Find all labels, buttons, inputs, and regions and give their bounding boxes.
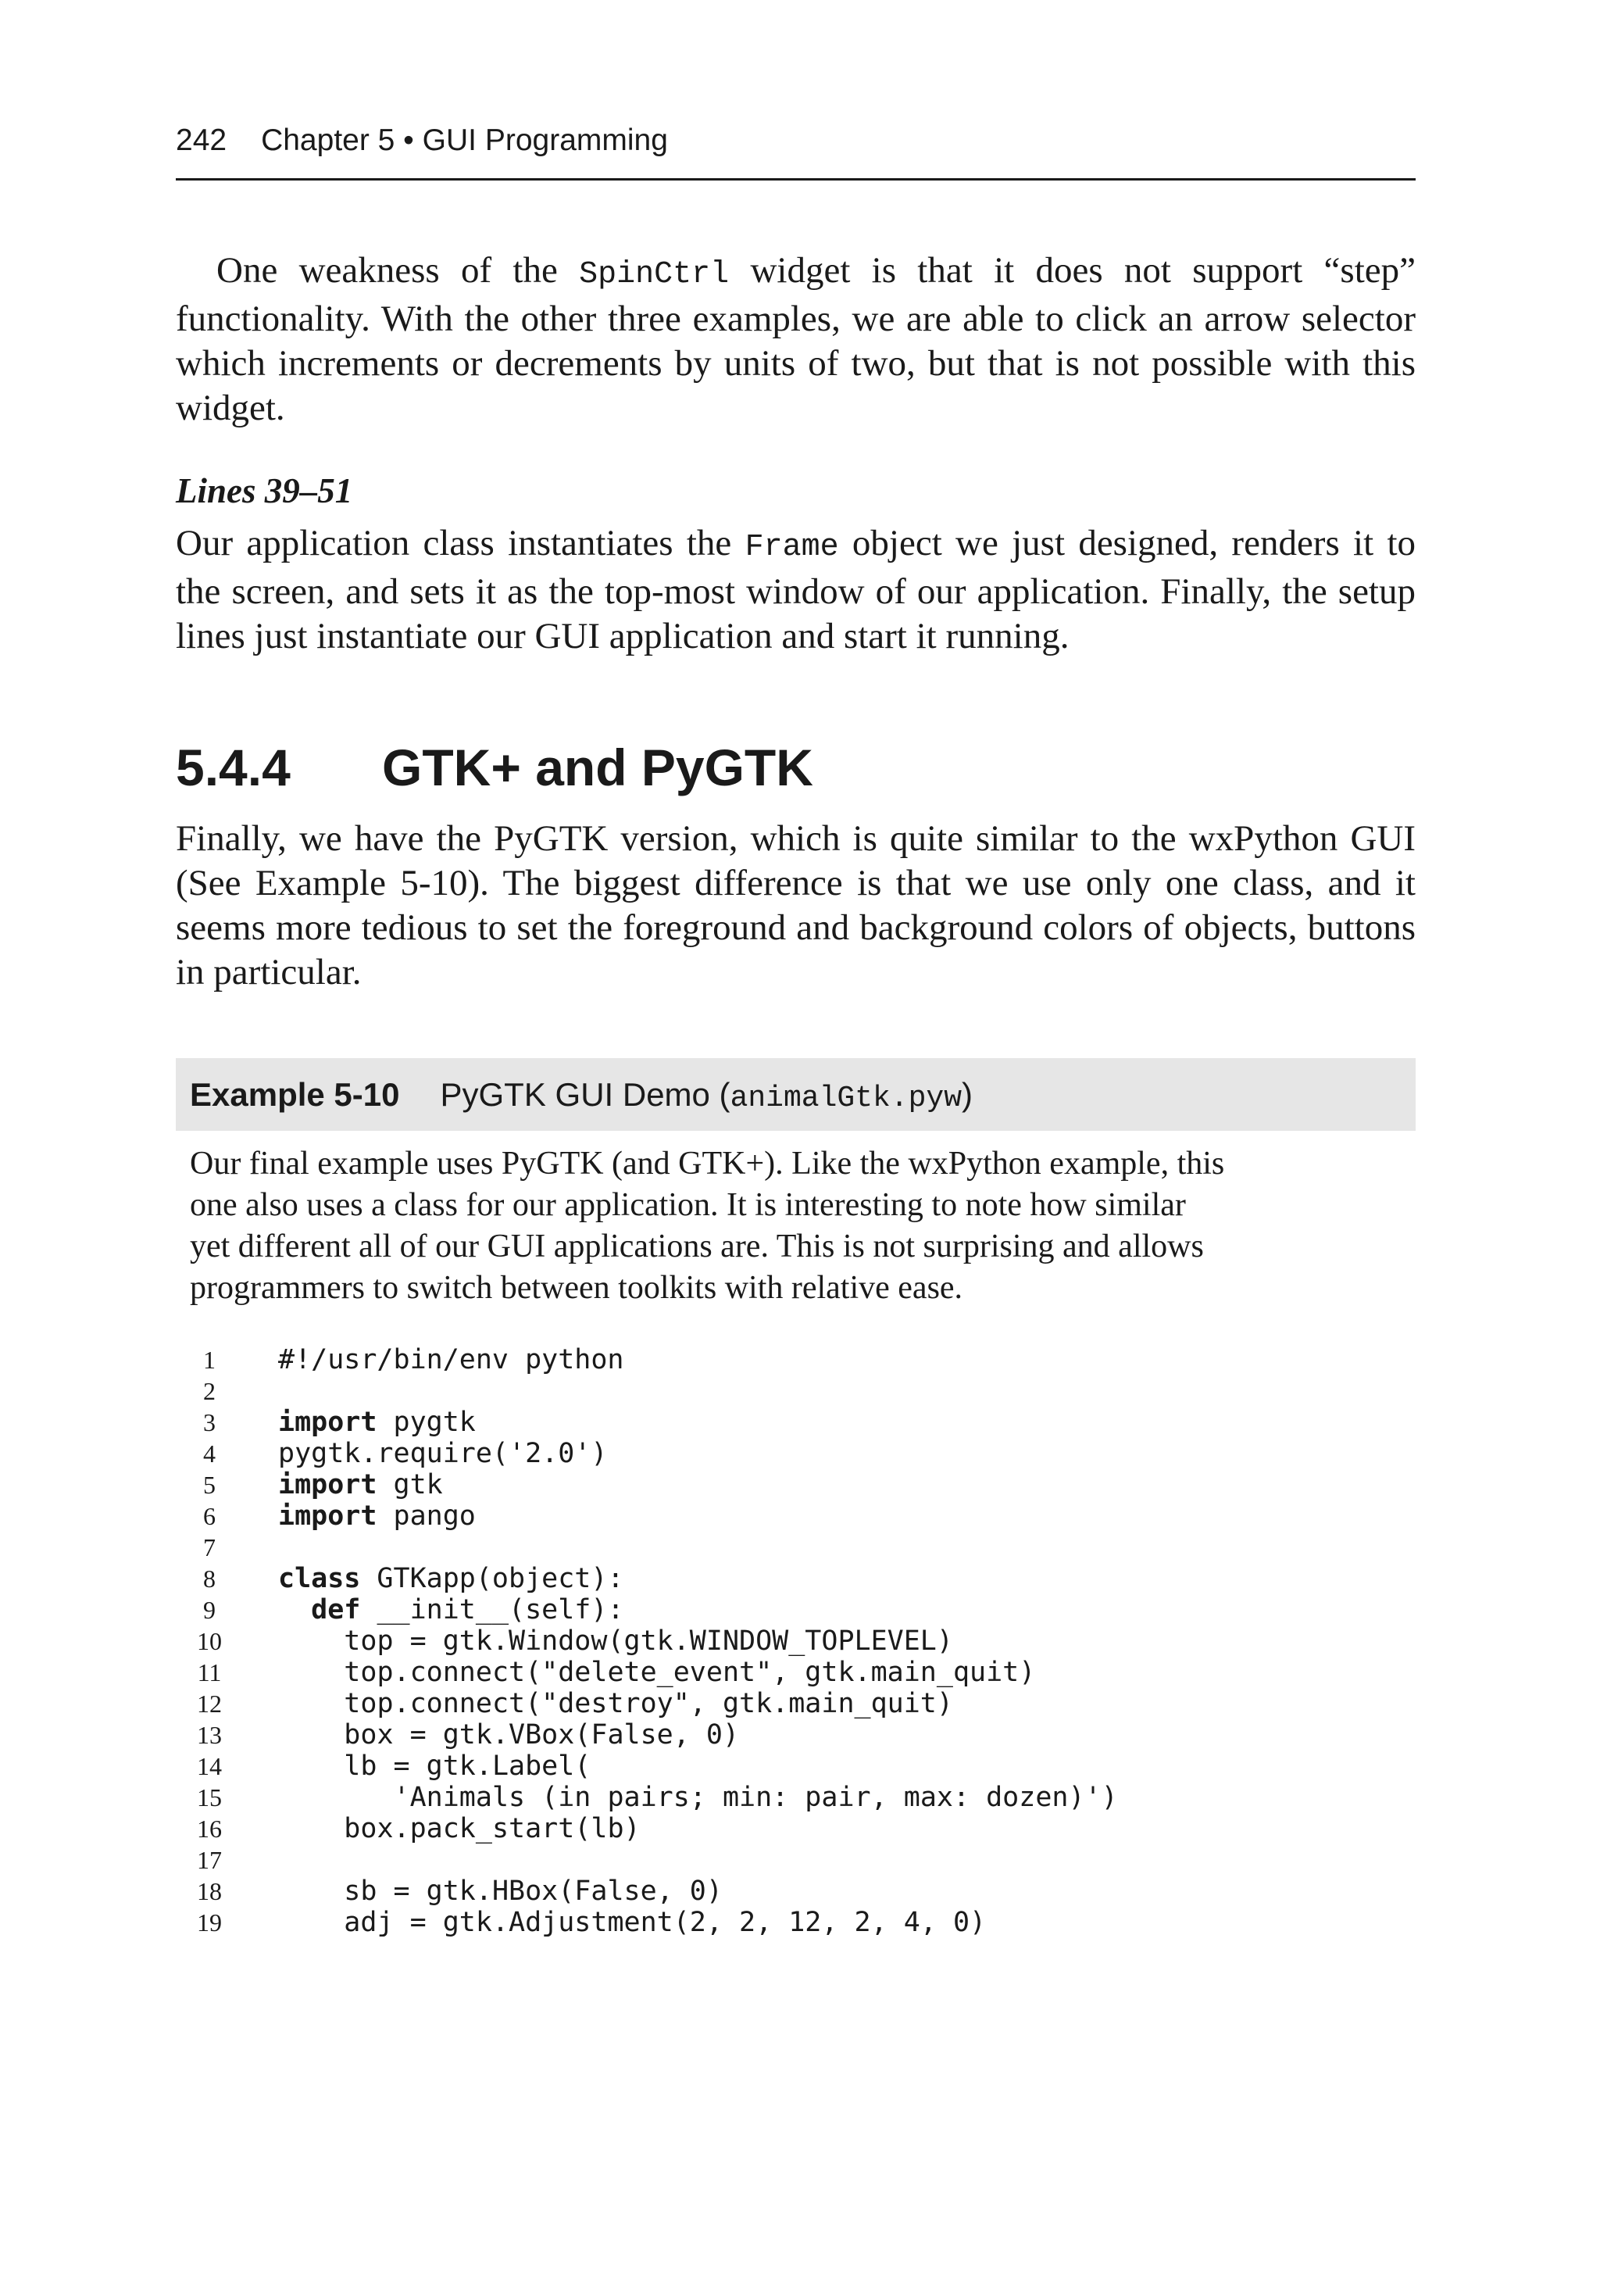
code-keyword: import <box>278 1469 377 1500</box>
line-number: 1 <box>203 1346 216 1374</box>
code-keyword: class <box>278 1563 361 1594</box>
code-indent <box>278 1657 344 1688</box>
line-number: 15 <box>197 1783 222 1811</box>
code-keyword: import <box>278 1500 377 1532</box>
code-text <box>278 1657 1035 1688</box>
code-keyword: def <box>311 1594 361 1625</box>
code-indent <box>278 1625 344 1657</box>
line-number: 10 <box>197 1627 222 1655</box>
example-title-end: ) <box>962 1076 973 1113</box>
section-number: 5.4.4 <box>176 739 291 796</box>
paragraph-pygtk-intro: Finally, we have the PyGTK version, which is quite similar to the wxPython GUI (See Example 5-10). The biggest difference is that we use only one class, and it seems more tedious to set the foreground and background colors of objects, buttons in particular. <box>176 818 1416 992</box>
code-indent <box>278 1813 344 1844</box>
code-line <box>176 1594 1416 1625</box>
code-text <box>278 1625 953 1657</box>
example-title: PyGTK GUI Demo ( <box>440 1076 730 1113</box>
paragraph-text: One weakness of the <box>216 250 580 291</box>
line-number: 7 <box>203 1533 216 1561</box>
inline-code: Frame <box>745 530 839 565</box>
code-listing <box>176 1344 1416 1938</box>
description-line: yet different all of our GUI applications are. This is not surprising and allows <box>190 1228 1204 1264</box>
line-number: 2 <box>203 1377 216 1405</box>
inline-code: SpinCtrl <box>579 257 730 292</box>
chapter-title: Chapter 5 • GUI Programming <box>261 123 668 157</box>
code-content: #!/usr/bin/env python <box>278 1344 624 1375</box>
code-line <box>176 1625 1416 1657</box>
code-text <box>278 1719 739 1751</box>
code-line <box>176 1407 1416 1438</box>
code-content: 'Animals (in pairs; min: pair, max: dozen)') <box>393 1782 1118 1813</box>
code-text <box>278 1407 476 1438</box>
line-number: 4 <box>203 1439 216 1468</box>
code-text <box>278 1344 624 1375</box>
code-content: top.connect("delete_event", gtk.main_quit) <box>344 1657 1036 1688</box>
line-number: 13 <box>197 1721 222 1749</box>
code-indent <box>278 1782 394 1813</box>
paragraph-text: Our application class instantiates the <box>176 523 745 563</box>
line-number: 12 <box>197 1690 222 1718</box>
code-line <box>176 1375 1416 1407</box>
code-content: gtk <box>377 1469 443 1500</box>
section-title: GTK+ and PyGTK <box>382 739 813 796</box>
code-content: box = gtk.VBox(False, 0) <box>344 1719 740 1751</box>
code-content: sb = gtk.HBox(False, 0) <box>344 1876 723 1907</box>
code-indent <box>278 1876 344 1907</box>
code-line <box>176 1563 1416 1594</box>
code-keyword: import <box>278 1407 377 1438</box>
code-line <box>176 1500 1416 1532</box>
code-text <box>278 1751 591 1782</box>
code-line <box>176 1719 1416 1751</box>
code-text <box>278 1813 641 1844</box>
paragraph-spinctrl-weakness <box>176 249 1416 431</box>
example-filename: animalGtk.pyw <box>730 1082 962 1115</box>
paragraph-application-class <box>176 521 1416 659</box>
code-text <box>278 1438 607 1469</box>
line-number: 6 <box>203 1502 216 1530</box>
line-number: 5 <box>203 1471 216 1499</box>
code-line <box>176 1844 1416 1876</box>
code-text <box>278 1688 953 1719</box>
code-content: pygtk.require('2.0') <box>278 1438 608 1469</box>
line-number: 17 <box>197 1846 222 1874</box>
code-indent <box>278 1751 344 1782</box>
line-number: 11 <box>197 1658 222 1686</box>
code-content: top = gtk.Window(gtk.WINDOW_TOPLEVEL) <box>344 1625 953 1657</box>
line-number: 18 <box>197 1877 222 1905</box>
code-content: top.connect("destroy", gtk.main_quit) <box>344 1688 953 1719</box>
example-caption-bar <box>176 1058 1416 1131</box>
running-head <box>176 117 1416 164</box>
code-indent <box>278 1594 311 1625</box>
example-label: Example 5-10 <box>190 1076 400 1113</box>
code-line <box>176 1657 1416 1688</box>
code-line <box>176 1469 1416 1500</box>
code-indent <box>278 1719 344 1751</box>
code-line <box>176 1688 1416 1719</box>
code-line <box>176 1532 1416 1563</box>
code-content: adj = gtk.Adjustment(2, 2, 12, 2, 4, 0) <box>344 1907 987 1938</box>
code-line <box>176 1751 1416 1782</box>
page-number: 242 <box>176 123 227 157</box>
code-content: box.pack_start(lb) <box>344 1813 641 1844</box>
code-content: __init__(self): <box>360 1594 624 1625</box>
lines-heading: Lines 39–51 <box>176 471 353 510</box>
code-text <box>278 1876 723 1907</box>
line-number: 8 <box>203 1565 216 1593</box>
code-text <box>278 1563 624 1594</box>
description-line: one also uses a class for our application. It is interesting to note how similar <box>190 1187 1186 1223</box>
example-description <box>190 1143 1362 1309</box>
code-line <box>176 1876 1416 1907</box>
line-number: 3 <box>203 1408 216 1436</box>
description-line: Our final example uses PyGTK (and GTK+). Like the wxPython example, this <box>190 1146 1225 1182</box>
code-content: pango <box>377 1500 476 1532</box>
code-line <box>176 1344 1416 1375</box>
code-line <box>176 1782 1416 1813</box>
code-content: GTKapp(object): <box>360 1563 624 1594</box>
code-text <box>278 1907 986 1938</box>
code-text <box>278 1500 476 1532</box>
header-rule <box>176 178 1416 181</box>
line-number: 19 <box>197 1908 222 1937</box>
code-line <box>176 1813 1416 1844</box>
code-text <box>278 1594 624 1625</box>
description-line: programmers to switch between toolkits with relative ease. <box>190 1270 963 1306</box>
section-heading <box>176 736 813 799</box>
code-content: lb = gtk.Label( <box>344 1751 591 1782</box>
paragraph-text: object we just designed, renders it to the screen, and sets it as the top-most window of our application. Finally, the setup lines just instantiate our GUI application and start it running. <box>176 523 1416 656</box>
paragraph-text: widget is that it does not support “step” functionality. With the other three examples, we are able to click an arrow selector which increments or decrements by units of two, but that is not possible with this widget. <box>176 250 1416 428</box>
code-indent <box>278 1907 344 1938</box>
code-indent <box>278 1688 344 1719</box>
line-number: 14 <box>197 1752 222 1780</box>
code-text <box>278 1782 1118 1813</box>
code-line <box>176 1438 1416 1469</box>
line-number: 16 <box>197 1815 222 1843</box>
line-number: 9 <box>203 1596 216 1624</box>
code-content: pygtk <box>377 1407 476 1438</box>
code-line <box>176 1907 1416 1938</box>
code-text <box>278 1469 443 1500</box>
